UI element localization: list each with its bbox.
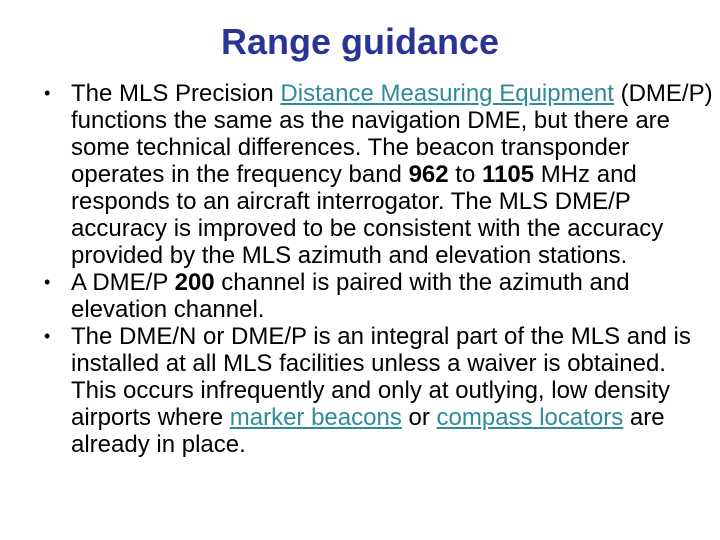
hyperlink[interactable]: marker beacons bbox=[229, 404, 402, 431]
bold-value: 200 bbox=[174, 269, 215, 296]
slide-title-text: Range guidance bbox=[220, 21, 500, 62]
bullet-text: (DME/P) functions the same as the navigation DME, but there are some technical differences. The beacon transponder operates in the frequency band bbox=[71, 80, 713, 188]
bullet-text: are already in place. bbox=[71, 404, 665, 458]
bullet-text: channel is paired with the azimuth and elevation channel. bbox=[71, 269, 630, 323]
bullet-item bbox=[44, 80, 716, 269]
hyperlink[interactable]: compass locators bbox=[436, 404, 624, 431]
bullet-text: MHz and responds to an aircraft interrogator. The MLS DME/P accuracy is improved to be consistent with the accuracy provided by the MLS azimuth and elevation stations. bbox=[71, 161, 664, 269]
slide-title bbox=[0, 20, 720, 64]
bold-value: 1105 bbox=[481, 161, 535, 188]
bullet-dot-icon: • bbox=[44, 272, 51, 292]
bullet-item bbox=[44, 269, 716, 323]
bullet-text: A DME/P bbox=[71, 269, 175, 296]
bullet-text: to bbox=[448, 161, 482, 188]
bold-value: 962 bbox=[408, 161, 449, 188]
hyperlink[interactable]: Distance Measuring Equipment bbox=[280, 80, 614, 107]
bullet-text: or bbox=[401, 404, 437, 431]
bullet-dot-icon: • bbox=[44, 83, 51, 103]
bullet-text: The MLS Precision bbox=[71, 80, 281, 107]
bullet-item bbox=[44, 323, 716, 458]
bullet-dot-icon: • bbox=[44, 326, 51, 346]
bullet-list bbox=[44, 80, 716, 458]
bullet-text: The DME/N or DME/P is an integral part of the MLS and is installed at all MLS facilities unless a waiver is obtained. This occurs infrequently and only at outlying, low density airports where bbox=[71, 323, 691, 431]
